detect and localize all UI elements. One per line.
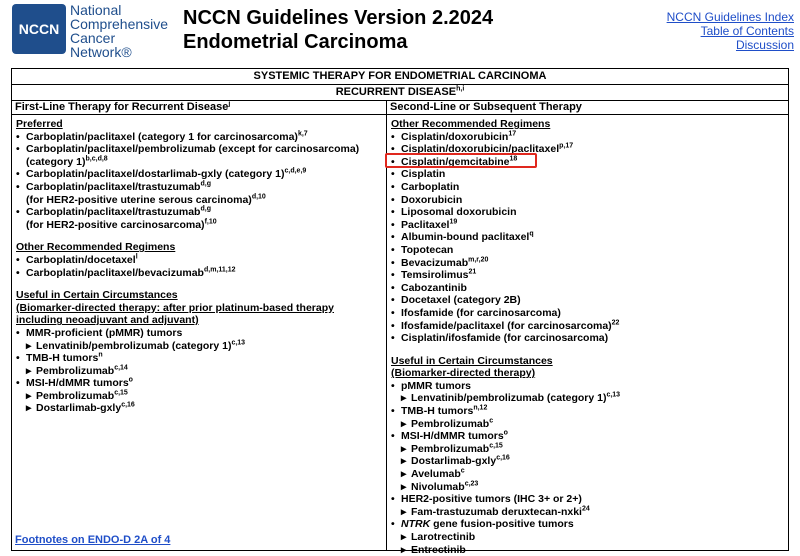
list-item: ▸ Nivolumab$^{c,23}$ [401,480,479,493]
therapy-table [11,68,789,556]
bullet-icon: • [391,231,395,244]
list-item: • Carboplatin/paclitaxel/trastuzumab$^{d,g}$ [16,180,211,193]
list-item: • TMB-H tumors$^n$ [16,351,103,365]
left-useful-subheading-1: (Biomarker-directed therapy: after prior platinum-based therapy [16,301,334,314]
table-subtitle: RECURRENT DISEASE$^{h,i}$ [12,85,788,101]
right-column-header: Second-Line or Subsequent Therapy [387,100,788,115]
nccn-logo: NCCN [12,4,66,54]
right-column [387,115,788,556]
list-item: • Cisplatin [391,168,446,181]
list-item: • Cisplatin/doxorubicin$^{17}$ [391,130,517,143]
logo-wordmark: National Comprehensive Cancer Network® [70,2,169,60]
list-item: • NTRK gene fusion-positive tumors [391,518,574,531]
bullet-icon: • [391,256,395,269]
list-item: • Bevacizumab$^{m,r,20}$ [391,256,489,269]
list-item: • Temsirolimus$^{21}$ [391,268,477,282]
table-of-contents-link[interactable]: Table of Contents [700,24,794,38]
page-title: NCCN Guidelines Version 2.2024 Endometrial Carcinoma [183,7,494,53]
highlight-box [385,153,537,168]
bullet-icon: ▸ [26,389,32,402]
bullet-icon: ▸ [401,480,407,493]
list-item: • Carboplatin/docetaxel$^l$ [16,253,138,266]
bullet-icon: • [391,306,395,319]
list-item: • MMR-proficient (pMMR) tumors [16,326,183,339]
bullet-icon: • [391,143,395,156]
list-item: ▸ Larotrectinib [401,531,476,543]
bullet-icon: ▸ [401,455,407,468]
list-item: • Cisplatin/gemcitabine$^{18}$ [391,155,518,168]
list-item: (category 1)$^{b,c,d,8}$ [26,155,108,168]
left-column [12,115,387,550]
list-item: • Cabozantinib [391,281,467,294]
bullet-icon: • [391,405,395,418]
bullet-icon: • [391,332,395,345]
list-item: ▸ Pembrolizumab$^c$ [401,417,494,430]
bullet-icon: ▸ [401,417,407,430]
list-item: • Liposomal doxorubicin [391,206,517,219]
bullet-icon: • [391,243,395,256]
bullet-icon: • [16,326,20,339]
bullet-icon: ▸ [401,543,407,556]
list-item: • Carboplatin/paclitaxel (category 1 for carcinosarcoma)$^{k,7}$ [16,130,308,143]
right-useful-subheading: (Biomarker-directed therapy) [391,367,536,380]
bullet-icon: • [391,193,395,206]
left-useful-subheading-2: including neoadjuvant and adjuvant) [16,314,199,327]
list-item: (for HER2-positive carcinosarcoma)$^{f,10}$ [26,218,217,231]
bullet-icon: • [391,430,395,443]
bullet-icon: • [391,294,395,307]
bullet-icon: ▸ [401,442,407,455]
left-other-list [16,254,386,279]
bullet-icon: • [391,518,395,531]
list-item: • pMMR tumors [391,379,471,392]
list-item: ▸ Pembrolizumab$^{c,14}$ [26,364,128,377]
bullet-icon: • [391,269,395,282]
left-useful-list [16,327,386,415]
bullet-icon: • [16,168,20,181]
bullet-icon: • [16,143,20,156]
list-item: ▸ Dostarlimab-gxly$^{c,16}$ [26,401,135,415]
list-item: • Carboplatin/paclitaxel/pembrolizumab (except for carcinosarcoma) [16,143,360,156]
guidelines-index-link[interactable]: NCCN Guidelines Index [666,10,794,24]
right-other-heading: Other Recommended Regimens [391,118,551,130]
list-item: (for HER2-positive uterine serous carcinoma)$^{d,10}$ [26,193,266,206]
left-useful-heading: Useful in Certain Circumstances [16,289,178,302]
bullet-icon: ▸ [401,468,407,481]
page-header [0,0,800,64]
preferred-heading: Preferred [16,118,63,130]
list-item: • Carboplatin [391,180,460,193]
list-item: • Albumin-bound paclitaxel$^q$ [391,230,534,244]
list-item: ▸ Avelumab$^c$ [401,467,465,481]
list-item: ▸ Lenvatinib/pembrolizumab (category 1)$^{c,13}$ [26,339,246,352]
bullet-icon: • [391,130,395,143]
bullet-icon: • [391,168,395,181]
list-item: • Cisplatin/doxorubicin/paclitaxel$^{p,17}$ [391,142,574,156]
bullet-icon: ▸ [26,339,32,352]
bullet-icon: • [391,493,395,506]
bullet-icon: • [391,218,395,231]
bullet-icon: • [391,281,395,294]
bullet-icon: • [391,206,395,219]
bullet-icon: • [391,319,395,332]
list-item: • Carboplatin/paclitaxel/dostarlimab-gxly (category 1)$^{c,d,e,9}$ [16,167,307,181]
list-item: • Carboplatin/paclitaxel/bevacizumab$^{d,m,11,12}$ [16,266,236,279]
bullet-icon: • [16,266,20,279]
bullet-icon: • [391,180,395,193]
list-item: • MSI-H/dMMR tumors$^o$ [16,376,133,390]
nav-links [667,10,794,52]
bullet-icon: • [391,379,395,392]
discussion-link[interactable]: Discussion [735,38,794,52]
list-item: • Docetaxel (category 2B) [391,294,521,307]
bullet-icon: ▸ [401,505,407,518]
list-item: • HER2-positive tumors (IHC 3+ or 2+) [391,493,582,506]
bullet-icon: • [16,206,20,219]
right-useful-heading: Useful in Certain Circumstances [391,354,553,367]
footnotes-link[interactable]: Footnotes on ENDO-D 2A of 4 [15,534,171,546]
left-other-heading: Other Recommended Regimens [16,241,176,254]
bullet-icon: • [16,180,20,193]
list-item: ▸ Entrectinib [401,543,466,556]
left-column-header: First-Line Therapy for Recurrent Disease$^j$ [12,100,387,115]
bullet-icon: • [16,253,20,266]
bullet-icon: • [16,130,20,143]
bullet-icon: • [16,352,20,365]
list-item: • Ifosfamide (for carcinosarcoma) [391,306,561,319]
right-useful-list [391,380,788,556]
bullet-icon: • [16,377,20,390]
bullet-icon: ▸ [401,392,407,405]
list-item: ▸ Dostarlimab-gxly$^{c,16}$ [401,454,510,468]
list-item: • Carboplatin/paclitaxel/trastuzumab$^{d,g}$ [16,205,211,219]
list-item: • Paclitaxel$^{19}$ [391,218,458,231]
bullet-icon: • [391,155,395,168]
list-item: • Cisplatin/ifosfamide (for carcinosarcoma) [391,332,609,345]
list-item: • TMB-H tumors$^{n,12}$ [391,404,488,418]
list-item: ▸ Pembrolizumab$^{c,15}$ [401,442,503,455]
bullet-icon: ▸ [401,531,407,543]
list-item: ▸ Fam-trastuzumab deruxtecan-nxki$^{24}$ [401,505,590,518]
list-item: • MSI-H/dMMR tumors$^o$ [391,429,508,443]
list-item: ▸ Pembrolizumab$^{c,15}$ [26,389,128,402]
list-item: ▸ Lenvatinib/pembrolizumab (category 1)$^{c,13}$ [401,391,621,405]
list-item: • Ifosfamide/paclitaxel (for carcinosarcoma)$^{22}$ [391,319,620,332]
bullet-icon: ▸ [26,402,32,415]
table-title: SYSTEMIC THERAPY FOR ENDOMETRIAL CARCINOMA [12,69,788,85]
list-item: • Doxorubicin [391,193,463,206]
list-item: • Topotecan [391,243,454,256]
bullet-icon: ▸ [26,364,32,377]
preferred-list [16,131,386,232]
